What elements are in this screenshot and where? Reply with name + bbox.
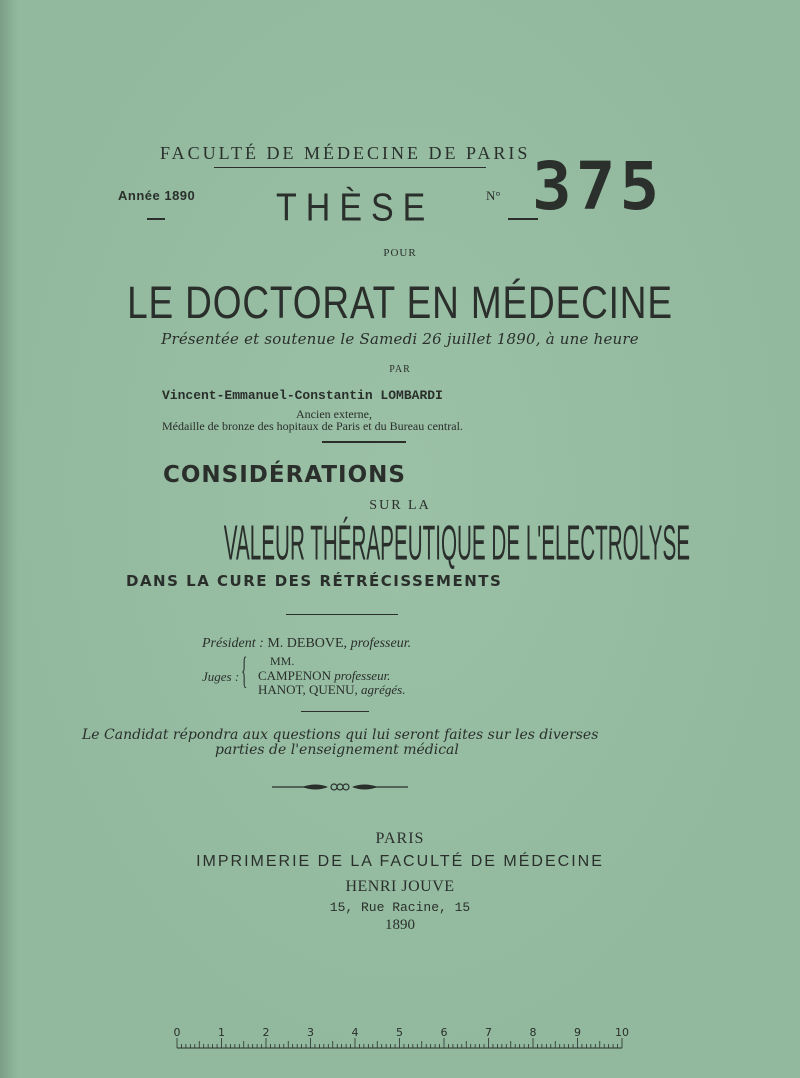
thesis-subject-title: VALEUR THÉRAPEUTIQUE DE L'ELECTROLYSE — [223, 516, 690, 572]
ruler-label: 10 — [615, 1026, 629, 1039]
ruler-label: 2 — [262, 1026, 270, 1039]
author-name: Vincent-Emmanuel-Constantin LOMBARDI — [162, 388, 443, 403]
publisher-city: PARIS — [375, 830, 425, 847]
considerations-heading: CONSIDÉRATIONS — [163, 462, 406, 488]
ruler-label: 1 — [218, 1026, 225, 1039]
scale-ruler — [170, 1026, 630, 1056]
year-dash — [147, 218, 165, 220]
year-label: Année 1890 — [118, 188, 196, 203]
author-title-line2: Médaille de bronze des hopitaux de Paris et du Bureau central. — [162, 419, 463, 433]
ruler-label: 7 — [485, 1026, 492, 1039]
publisher-address: 15, Rue Racine, 15 — [329, 900, 471, 915]
thesis-subject-subtitle: DANS LA CURE DES RÉTRÉCISSEMENTS — [126, 572, 503, 590]
ruler-label: 3 — [307, 1026, 314, 1039]
president-label: Président : — [202, 636, 264, 651]
par-label: PAR — [389, 364, 411, 375]
these-title: THÈSE — [276, 186, 435, 230]
candidate-note-line2: parties de l'enseignement médical — [215, 742, 459, 758]
author-title-line1: Ancien externe, — [296, 407, 372, 421]
juges-label: Juges : — [202, 669, 240, 684]
judge-hanot-quenu — [258, 682, 405, 698]
president-name: M. DEBOVE, — [267, 636, 348, 651]
number-stamp: 375 — [532, 148, 664, 225]
separator-rule-2 — [286, 614, 398, 615]
ruler-label: 4 — [351, 1026, 359, 1039]
ruler-label: 0 — [173, 1026, 181, 1039]
ruler-label: 9 — [574, 1026, 581, 1039]
defense-date-line: Présentée et soutenue le Samedi 26 juillet 1890, à une heure — [161, 330, 639, 348]
printer-name: HENRI JOUVE — [345, 878, 455, 895]
faculty-underline — [214, 167, 486, 168]
hanot-name: HANOT, QUENU, — [258, 682, 358, 697]
president-line — [202, 636, 411, 652]
hanot-title: agrégés. — [361, 682, 406, 697]
doctorat-title: LE DOCTORAT EN MÉDECINE — [127, 278, 673, 329]
president-title: professeur. — [350, 636, 412, 651]
publication-year: 1890 — [385, 917, 415, 933]
campenon-name: CAMPENON — [258, 668, 331, 683]
publisher-name: IMPRIMERIE DE LA FACULTÉ DE MÉDECINE — [196, 853, 604, 870]
faculty-heading: FACULTÉ DE MÉDECINE DE PARIS — [160, 143, 531, 163]
separator-rule-3 — [301, 711, 369, 712]
campenon-title: professeur. — [334, 668, 391, 683]
separator-rule — [322, 441, 406, 443]
ornament-divider-icon — [272, 780, 408, 794]
sur-la-label: SUR LA — [369, 498, 431, 513]
candidate-note-line1: Le Candidat répondra aux questions qui lui seront faites sur les diverses — [82, 727, 599, 743]
pour-label: POUR — [383, 247, 417, 259]
brace-icon: { — [241, 650, 248, 692]
mm-label: MM. — [270, 654, 295, 668]
ruler-label: 5 — [396, 1026, 403, 1039]
ruler-label: 8 — [529, 1026, 537, 1039]
ruler-label: 6 — [440, 1026, 448, 1039]
number-label: N° — [486, 188, 501, 203]
